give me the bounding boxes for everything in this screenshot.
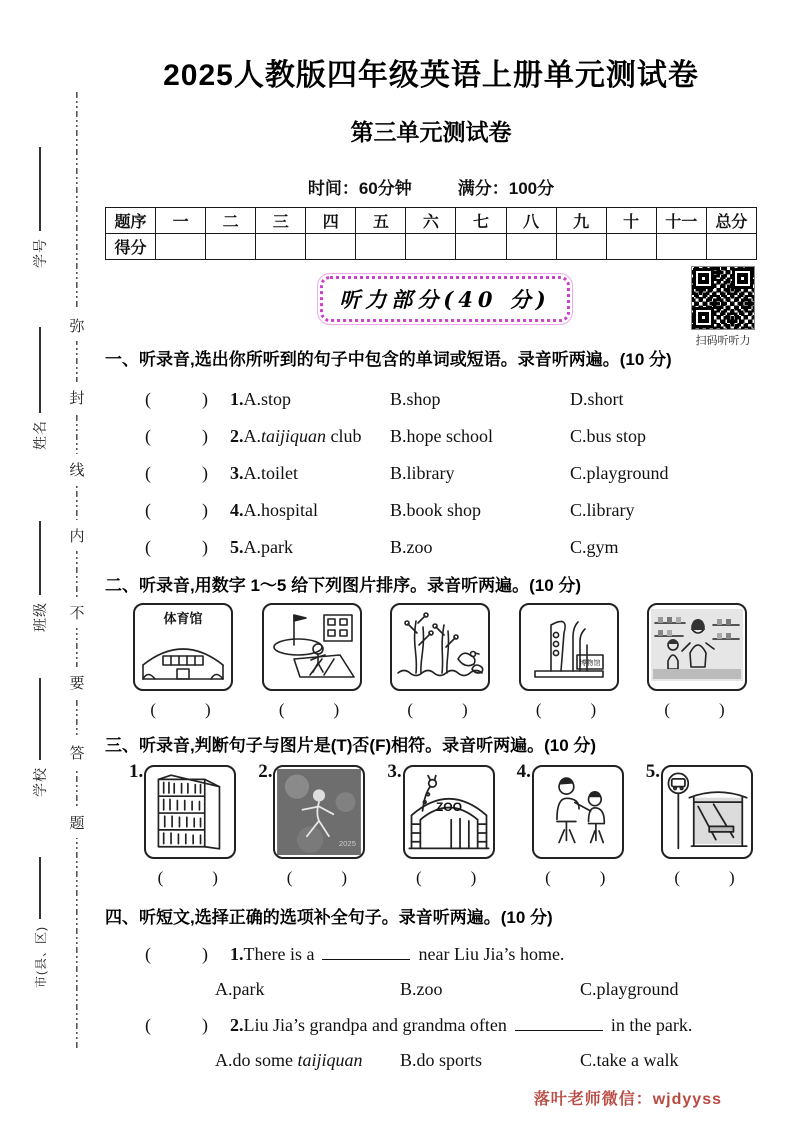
- section-1: [105, 348, 757, 566]
- question-row: [145, 529, 757, 566]
- city-county-label: 市(县、区): [33, 926, 48, 988]
- question-row: [145, 455, 757, 492]
- answer-paren: ( ): [415, 868, 482, 887]
- score-cell: [706, 234, 756, 260]
- section-2: [105, 574, 757, 720]
- question-1-options: [215, 979, 757, 1000]
- answer-paren: ( ): [407, 700, 473, 719]
- city-county-field: [30, 857, 50, 988]
- qr-code-icon: [691, 266, 755, 330]
- qr-caption: 扫码听听力: [695, 335, 751, 347]
- option-a: A.park: [215, 979, 265, 999]
- blank-line: [515, 1018, 603, 1031]
- taijiquan-image: [273, 765, 365, 859]
- header-cell: 三: [256, 208, 306, 234]
- picture-item-shop: [647, 603, 747, 720]
- option-b: B.book shop: [390, 500, 482, 520]
- question-text: 1.There is a near Liu Jia’s home.: [230, 944, 565, 964]
- class-blank: [39, 521, 41, 595]
- header-cell: 六: [406, 208, 456, 234]
- option-c: C.take a walk: [580, 1050, 679, 1070]
- score-table: [105, 207, 757, 260]
- unit-title: 第三单元测试卷: [350, 119, 512, 145]
- student-id-label: 学号: [32, 238, 48, 268]
- score-cell: [456, 234, 506, 260]
- listening-banner-text: 听力部分(40 分): [339, 287, 551, 312]
- seal-char: 封: [68, 382, 85, 413]
- option-c: C.playground: [570, 463, 669, 483]
- fill-question-1: [145, 941, 757, 967]
- option-a: 4.A.hospital: [230, 500, 318, 520]
- seal-char: 内: [68, 520, 85, 551]
- class-field: [30, 521, 50, 632]
- answer-paren: ( ): [157, 868, 223, 887]
- seal-char: 题: [68, 807, 85, 838]
- question-row: [145, 418, 757, 455]
- zoo-gate-icon: [407, 769, 491, 855]
- gymnasium-image: [133, 603, 233, 691]
- page-title: 2025人教版四年级英语上册单元测试卷: [163, 59, 699, 92]
- option-a: 5.A.park: [230, 537, 293, 557]
- score-cell: [156, 234, 206, 260]
- answer-paren: ( ): [145, 537, 213, 557]
- picture-item-park: [390, 603, 490, 720]
- bus-stop-image: [661, 765, 753, 859]
- tf-item-taijiquan: 2. 2025 ( ): [258, 765, 365, 888]
- time-limit: 时间：60分钟: [307, 179, 412, 198]
- header-cell: 四: [306, 208, 356, 234]
- picture-item-gymnasium: [133, 603, 233, 720]
- answer-paren: ( ): [664, 700, 730, 719]
- score-table-header-row: [106, 208, 757, 234]
- park-image: [390, 603, 490, 691]
- tf-item-doctor: 4. ( ): [517, 765, 624, 888]
- answer-paren: ( ): [674, 868, 740, 887]
- option-b: B.do sports: [400, 1050, 483, 1070]
- header-cell: 七: [456, 208, 506, 234]
- seal-char: 要: [68, 667, 85, 698]
- header-cell: 总分: [706, 208, 756, 234]
- header-cell: 一: [156, 208, 206, 234]
- name-field: [30, 327, 50, 450]
- gymnasium-caption: 体育馆: [163, 611, 203, 626]
- question-row: [145, 492, 757, 529]
- option-b: B.zoo: [400, 979, 443, 999]
- library-image: [144, 765, 236, 859]
- answer-paren: ( ): [145, 426, 213, 446]
- listening-section-banner: [320, 276, 570, 322]
- answer-paren: ( ): [535, 700, 602, 719]
- school-label: 学校: [32, 767, 48, 797]
- tf-item-zoo: 3. ZOO ( ): [387, 765, 494, 888]
- seal-char: 线: [68, 454, 85, 485]
- student-id-field: [30, 147, 50, 268]
- taijiquan-photo-icon: [277, 769, 361, 855]
- park-trees-icon: [394, 605, 486, 685]
- header-cell: 题序: [106, 208, 156, 234]
- header-cell: 十一: [656, 208, 706, 234]
- score-cell: [206, 234, 256, 260]
- section-3: [105, 734, 757, 888]
- option-b: B.hope school: [390, 426, 493, 446]
- option-b: B.library: [390, 463, 455, 483]
- section-4-heading: 四、听短文,选择正确的选项补全句子。录音听两遍。(10 分): [105, 908, 553, 927]
- blank-line: [322, 947, 410, 960]
- header-cell: 十: [606, 208, 656, 234]
- option-a: 1.A.stop: [230, 389, 292, 409]
- option-c: C.playground: [580, 979, 679, 999]
- section-2-heading: 二、听录音,用数字 1～5 给下列图片排序。录音听两遍。(10 分): [105, 576, 582, 595]
- museum-image: [519, 603, 619, 691]
- answer-paren: ( ): [145, 1015, 213, 1035]
- option-b: B.shop: [390, 389, 441, 409]
- header-cell: 八: [506, 208, 556, 234]
- option-a: 2.A.taijiquan club: [230, 426, 362, 446]
- shop-people-icon: [651, 605, 743, 685]
- bus-stop-icon: [665, 769, 749, 855]
- picture-item-museum: [519, 603, 619, 720]
- answer-paren: ( ): [286, 868, 353, 887]
- school-field: [30, 678, 50, 797]
- section-3-heading: 三、听录音,判断句子与图片是(T)否(F)相符。录音听两遍。(10 分): [105, 736, 597, 755]
- answer-paren: ( ): [145, 463, 213, 483]
- listening-qr: [691, 266, 755, 348]
- svg-text:2025: 2025: [339, 839, 357, 849]
- question-row: [145, 381, 757, 418]
- section-1-heading: 一、听录音,选出你所听到的句子中包含的单词或短语。录音听两遍。(10 分): [105, 350, 672, 369]
- header-cell: 九: [556, 208, 606, 234]
- score-cell: [356, 234, 406, 260]
- answer-paren: ( ): [278, 700, 345, 719]
- student-id-blank: [39, 147, 41, 231]
- exam-meta: [105, 174, 757, 199]
- bookshelf-icon: [150, 770, 230, 854]
- answer-paren: ( ): [545, 868, 611, 887]
- option-a: 3.A.toilet: [230, 463, 298, 483]
- score-cell: [606, 234, 656, 260]
- answer-paren: ( ): [145, 500, 213, 520]
- svg-text:博物馆: 博物馆: [579, 660, 600, 667]
- score-cell: [506, 234, 556, 260]
- shop-image: [647, 603, 747, 691]
- score-cell: [556, 234, 606, 260]
- question-2-options: [215, 1050, 757, 1071]
- gymnasium-icon: [137, 627, 229, 689]
- answer-paren: ( ): [145, 389, 213, 409]
- svg-text:ZOO: ZOO: [435, 799, 462, 814]
- full-score: 满分：100分: [457, 179, 555, 198]
- seal-char: 不: [68, 597, 85, 628]
- seal-dashed-line: [70, 92, 84, 1050]
- zoo-image: [403, 765, 495, 859]
- answer-paren: ( ): [150, 700, 216, 719]
- option-c: C.bus stop: [570, 426, 647, 446]
- score-cell: [306, 234, 356, 260]
- section-4: [105, 906, 757, 1071]
- seal-char: 答: [68, 737, 85, 768]
- playground-image: [262, 603, 362, 691]
- score-cell: [656, 234, 706, 260]
- test-paper: [105, 40, 757, 1071]
- tf-item-bus-stop: 5. ( ): [646, 765, 753, 888]
- answer-paren: ( ): [145, 944, 213, 964]
- fill-question-2: [145, 1012, 757, 1038]
- option-c: C.gym: [570, 537, 619, 557]
- city-county-blank: [39, 857, 41, 919]
- score-cell: [256, 234, 306, 260]
- option-a: A.do some taijiquan: [215, 1050, 363, 1070]
- playground-icon: [266, 605, 358, 685]
- option-b: B.zoo: [390, 537, 433, 557]
- header-cell: 二: [206, 208, 256, 234]
- score-table-score-row: [106, 234, 757, 260]
- teacher-credit: 落叶老师微信：wjdyyss: [533, 1091, 722, 1108]
- header-cell: 五: [356, 208, 406, 234]
- doctor-image: [532, 765, 624, 859]
- doctor-child-icon: [538, 770, 618, 854]
- tf-item-library: 1. ( ): [129, 765, 236, 888]
- option-c: C.library: [570, 500, 635, 520]
- class-label: 班级: [32, 602, 48, 632]
- score-cell: [406, 234, 456, 260]
- name-blank: [39, 327, 41, 413]
- option-c: D.short: [570, 389, 624, 409]
- name-label: 姓名: [32, 420, 48, 450]
- museum-icon: [523, 605, 615, 685]
- score-row-label: 得分: [106, 234, 156, 260]
- question-text: 2.Liu Jia’s grandpa and grandma often in the park.: [230, 1015, 693, 1035]
- seal-char: 弥: [68, 310, 85, 341]
- picture-item-playground: [262, 603, 362, 720]
- school-blank: [39, 678, 41, 760]
